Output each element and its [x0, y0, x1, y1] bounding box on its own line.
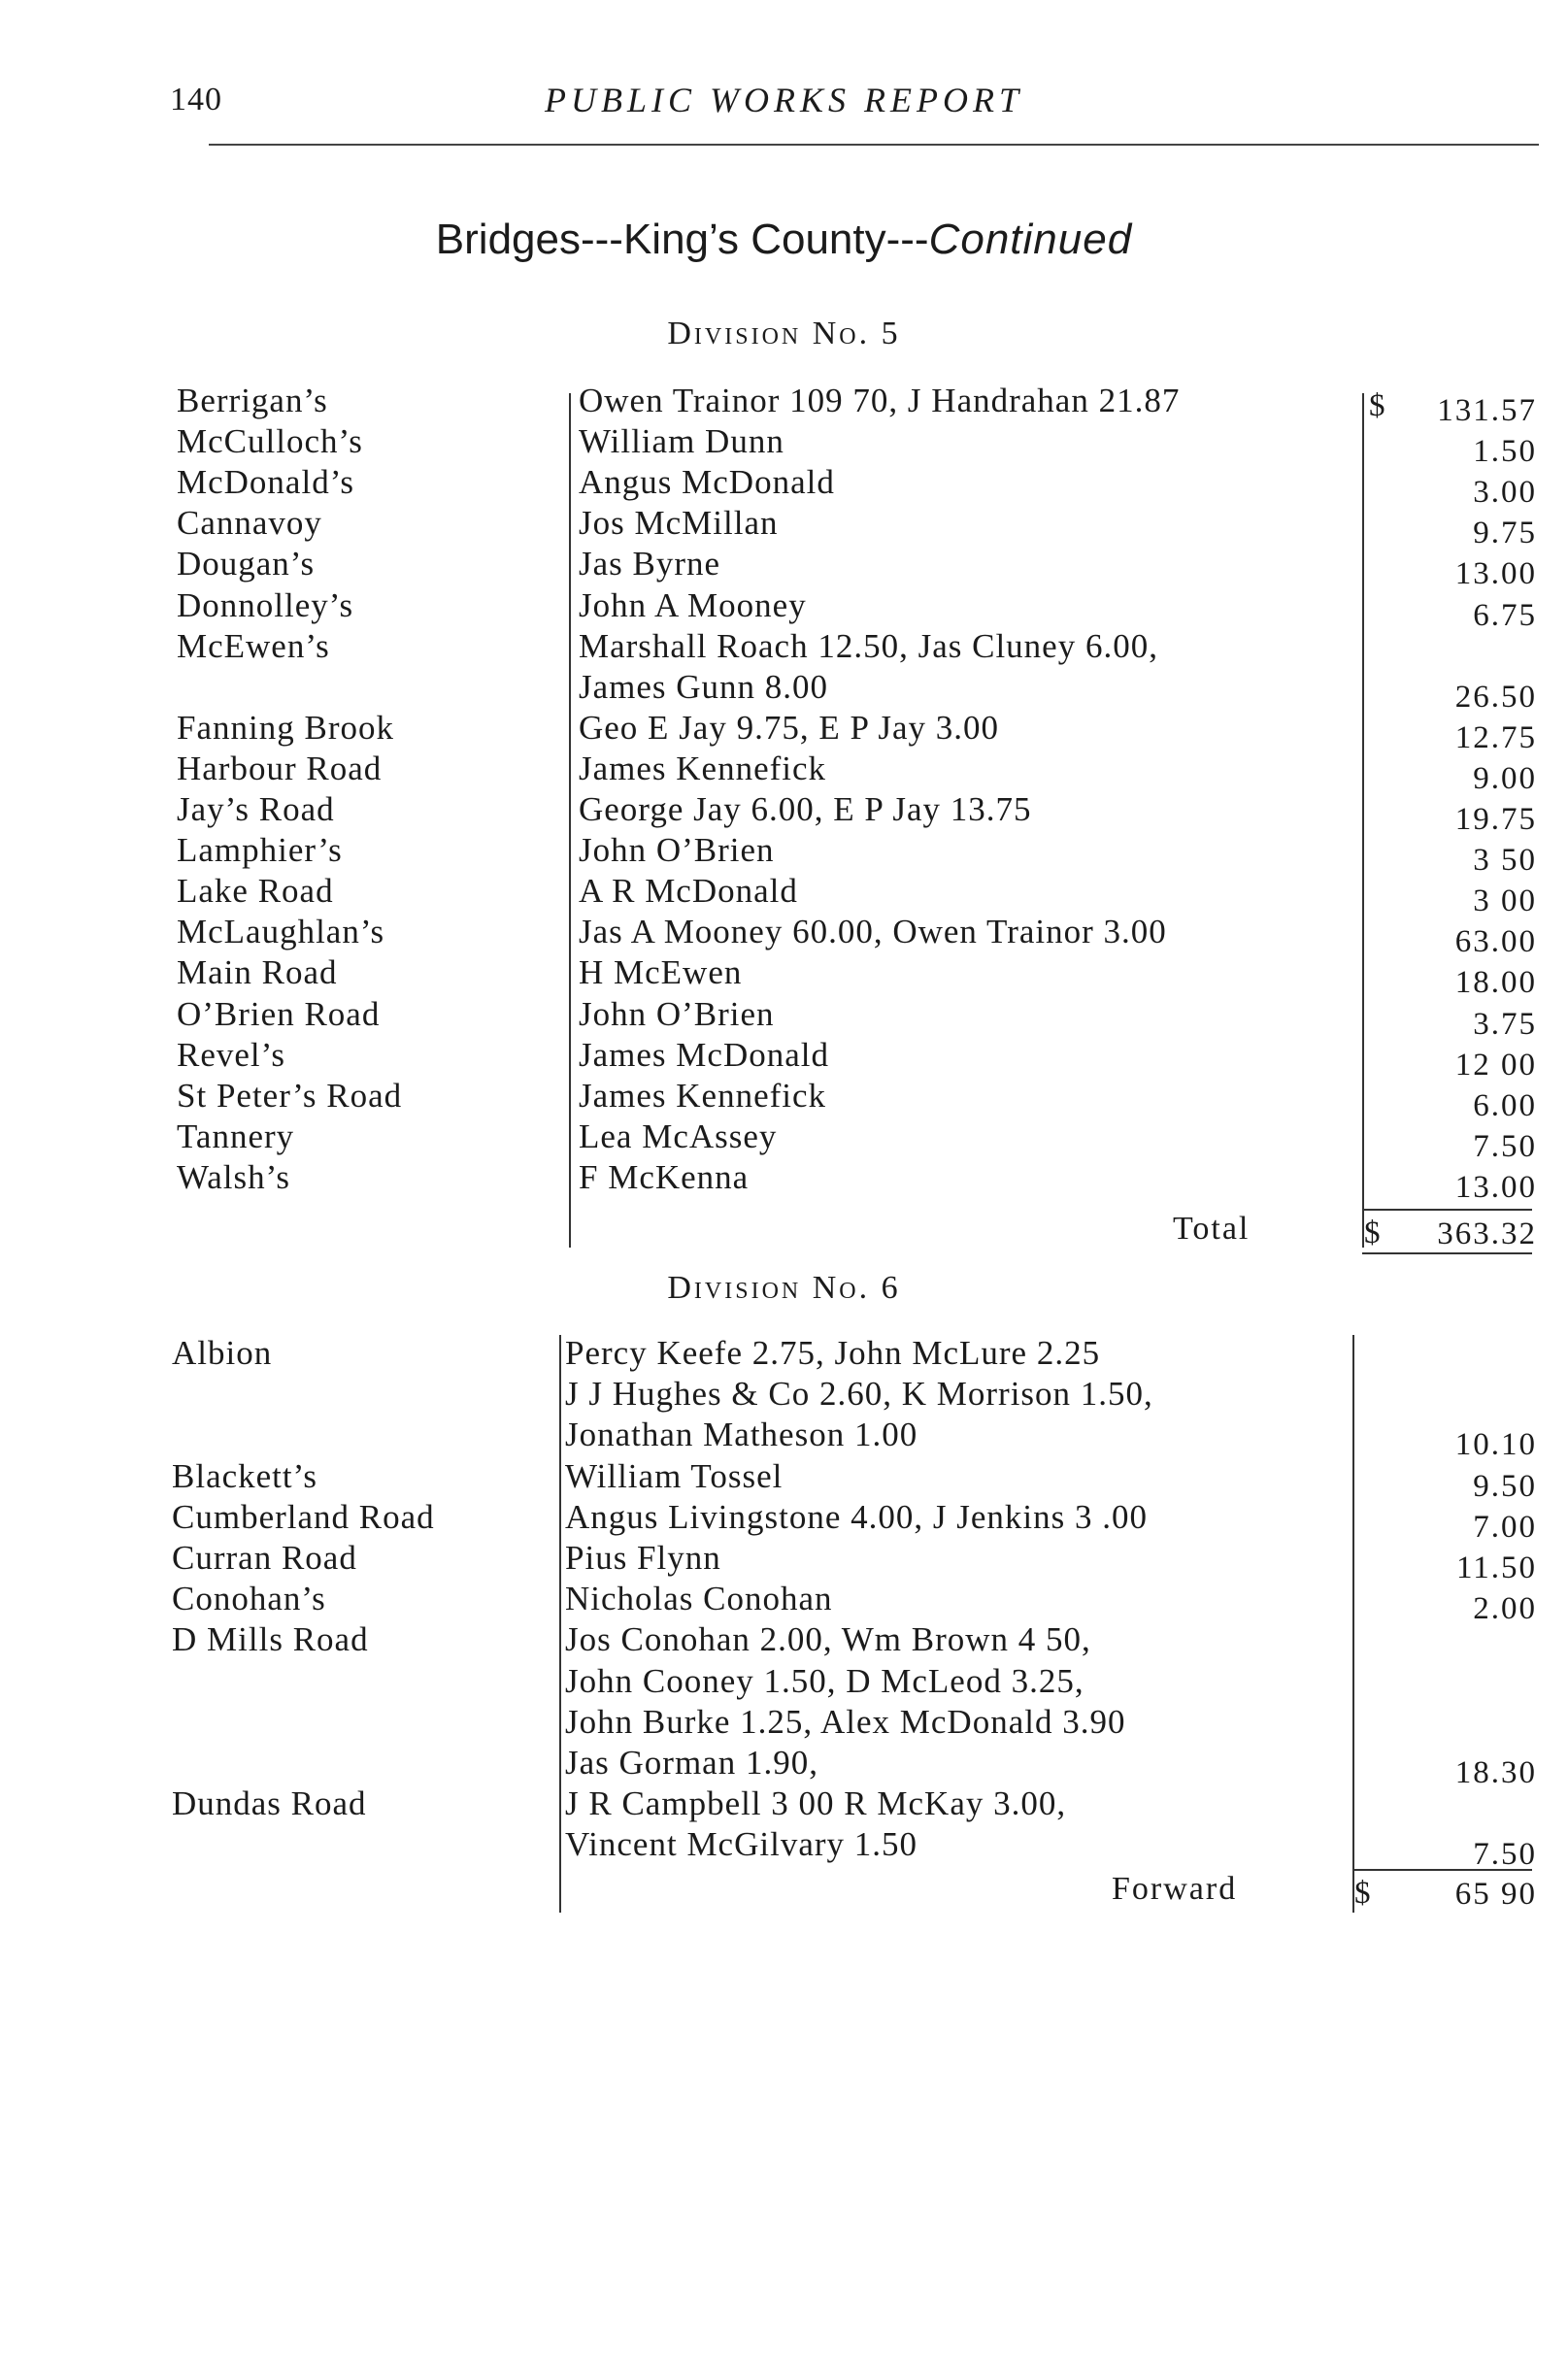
table-row-payee: Jos McMillan: [579, 504, 779, 543]
division-5-total-amount: 363.32: [1437, 1216, 1537, 1251]
division-6-forward-amount: 65 90: [1454, 1877, 1537, 1912]
table-row-amount: 9.75: [1473, 516, 1537, 551]
table-row-amount: 3 00: [1473, 883, 1537, 919]
table-row-payee: Jas A Mooney 60.00, Owen Trainor 3.00: [579, 913, 1167, 951]
division-6-heading: Division No. 6: [667, 1270, 901, 1306]
table-row-bridge-name: Dundas Road: [172, 1784, 367, 1823]
table-row-bridge-name: Cumberland Road: [172, 1497, 435, 1536]
table-row-amount: 7.00: [1473, 1509, 1537, 1545]
table-row-payee: William Tossel: [565, 1456, 784, 1495]
table-row-bridge-name: Fanning Brook: [177, 708, 394, 747]
table-row-payee: James Kennefick: [579, 749, 827, 787]
table-row-bridge-name: Donnolley’s: [177, 585, 354, 624]
table-row-amount: 12.75: [1454, 719, 1537, 755]
section-title-main: Bridges---King’s County---: [435, 216, 929, 263]
table-row-payee: Vincent McGilvary 1.50: [565, 1825, 918, 1864]
table-row-bridge-name: Lake Road: [177, 872, 334, 911]
division-6-payee-rule: [559, 1335, 561, 1913]
table-row-bridge-name: D Mills Road: [172, 1620, 369, 1659]
division-6-sum-rule: [1352, 1869, 1532, 1871]
table-row-payee: John A Mooney: [579, 585, 807, 624]
table-row-payee: James Gunn 8.00: [579, 667, 829, 706]
table-row-bridge-name: Conohan’s: [172, 1580, 326, 1618]
table-row-amount: 10.10: [1454, 1427, 1537, 1463]
table-row-payee: Jas Gorman 1.90,: [565, 1744, 818, 1782]
table-row-amount: 9.00: [1473, 760, 1537, 796]
table-row-bridge-name: Walsh’s: [177, 1157, 290, 1196]
table-row-bridge-name: McEwen’s: [177, 626, 330, 665]
table-row-payee: William Dunn: [579, 422, 784, 461]
table-row-payee: Nicholas Conohan: [565, 1580, 833, 1618]
table-row-bridge-name: Harbour Road: [177, 749, 383, 787]
table-row-amount: 13.00: [1454, 1169, 1537, 1205]
table-row-payee: Marshall Roach 12.50, Jas Cluney 6.00,: [579, 626, 1158, 665]
table-row-payee: Geo E Jay 9.75, E P Jay 3.00: [579, 708, 1000, 747]
table-row-payee: Lea McAssey: [579, 1116, 778, 1155]
table-row-amount: 3.00: [1473, 475, 1537, 511]
table-row-amount: 26.50: [1454, 679, 1537, 715]
header-rule: [209, 144, 1539, 146]
division-6-forward-dollar-sign: $: [1354, 1876, 1371, 1911]
table-row-bridge-name: Blackett’s: [172, 1456, 317, 1495]
table-row-bridge-name: McLaughlan’s: [177, 913, 385, 951]
table-row-payee: Jonathan Matheson 1.00: [565, 1416, 918, 1454]
table-row-amount: 7.50: [1473, 1128, 1537, 1164]
table-row-payee: H McEwen: [579, 953, 743, 992]
division-5-amount-rule: [1362, 393, 1364, 1248]
table-row-payee: J R Campbell 3 00 R McKay 3.00,: [565, 1784, 1067, 1823]
table-row-bridge-name: O’Brien Road: [177, 994, 381, 1033]
table-row-payee: A R McDonald: [579, 872, 798, 911]
division-5-total-underline: [1362, 1252, 1532, 1254]
table-row-bridge-name: St Peter’s Road: [177, 1076, 403, 1115]
table-row-payee: Angus Livingstone 4.00, J Jenkins 3 .00: [565, 1497, 1148, 1536]
table-row-payee: Pius Flynn: [565, 1539, 721, 1577]
division-5-heading: Division No. 5: [667, 316, 901, 351]
table-row-amount: 13.00: [1454, 556, 1537, 592]
table-row-payee: George Jay 6.00, E P Jay 13.75: [579, 790, 1032, 828]
table-row-payee: Owen Trainor 109 70, J Handrahan 21.87: [579, 382, 1181, 419]
table-row-bridge-name: Tannery: [177, 1116, 295, 1155]
division-5-total-dollar-sign: $: [1364, 1216, 1381, 1250]
table-row-bridge-name: Revel’s: [177, 1035, 285, 1074]
table-row-payee: James Kennefick: [579, 1076, 827, 1115]
table-row-payee: F McKenna: [579, 1157, 750, 1196]
table-row-amount: 3.75: [1473, 1006, 1537, 1042]
table-row-bridge-name: Albion: [172, 1334, 273, 1372]
table-row-amount: 63.00: [1454, 924, 1537, 960]
table-row-amount: 2.00: [1473, 1591, 1537, 1627]
table-row-bridge-name: Cannavoy: [177, 504, 322, 543]
table-row-payee: John O’Brien: [579, 994, 775, 1033]
running-title: PUBLIC WORKS REPORT: [545, 81, 1023, 119]
table-row-payee: John Burke 1.25, Alex McDonald 3.90: [565, 1702, 1126, 1741]
division-5-dollar-sign: $: [1369, 388, 1385, 423]
table-row-bridge-name: McCulloch’s: [177, 422, 363, 461]
table-row-amount: 3 50: [1473, 843, 1537, 879]
section-title-continued: Continued: [928, 216, 1133, 263]
table-row-payee: Jas Byrne: [579, 545, 721, 583]
division-5-total-label: Total: [1173, 1211, 1251, 1247]
table-row-amount: 131.57: [1437, 393, 1537, 428]
table-row-payee: J J Hughes & Co 2.60, K Morrison 1.50,: [565, 1375, 1153, 1414]
table-row-payee: James McDonald: [579, 1035, 829, 1074]
table-row-amount: 1.50: [1473, 434, 1537, 470]
section-title: [0, 216, 1568, 264]
table-row-bridge-name: Berrigan’s: [177, 382, 328, 419]
table-row-amount: 12 00: [1454, 1047, 1537, 1083]
table-row-amount: 6.75: [1473, 597, 1537, 633]
table-row-amount: 18.00: [1454, 965, 1537, 1001]
table-row-bridge-name: McDonald’s: [177, 463, 355, 502]
table-row-amount: 9.50: [1473, 1468, 1537, 1504]
table-row-payee: John Cooney 1.50, D McLeod 3.25,: [565, 1661, 1084, 1700]
table-row-bridge-name: Main Road: [177, 953, 338, 992]
table-row-payee: Angus McDonald: [579, 463, 835, 502]
table-row-amount: 19.75: [1454, 802, 1537, 837]
table-row-amount: 11.50: [1455, 1550, 1537, 1585]
division-5-payee-rule: [569, 393, 571, 1248]
division-5-sum-rule: [1362, 1209, 1532, 1211]
table-row-bridge-name: Curran Road: [172, 1539, 357, 1577]
table-row-payee: John O’Brien: [579, 831, 775, 870]
table-row-bridge-name: Dougan’s: [177, 545, 316, 583]
table-row-bridge-name: Lamphier’s: [177, 831, 343, 870]
table-row-payee: Percy Keefe 2.75, John McLure 2.25: [565, 1334, 1101, 1372]
page-number: 140: [170, 82, 222, 117]
table-row-bridge-name: Jay’s Road: [177, 790, 335, 828]
table-row-amount: 18.30: [1454, 1755, 1537, 1790]
table-row-amount: 7.50: [1473, 1837, 1537, 1873]
table-row-amount: 6.00: [1473, 1087, 1537, 1123]
division-6-forward-label: Forward: [1112, 1871, 1238, 1907]
table-row-payee: Jos Conohan 2.00, Wm Brown 4 50,: [565, 1620, 1091, 1659]
division-6-amount-rule: [1352, 1335, 1354, 1913]
